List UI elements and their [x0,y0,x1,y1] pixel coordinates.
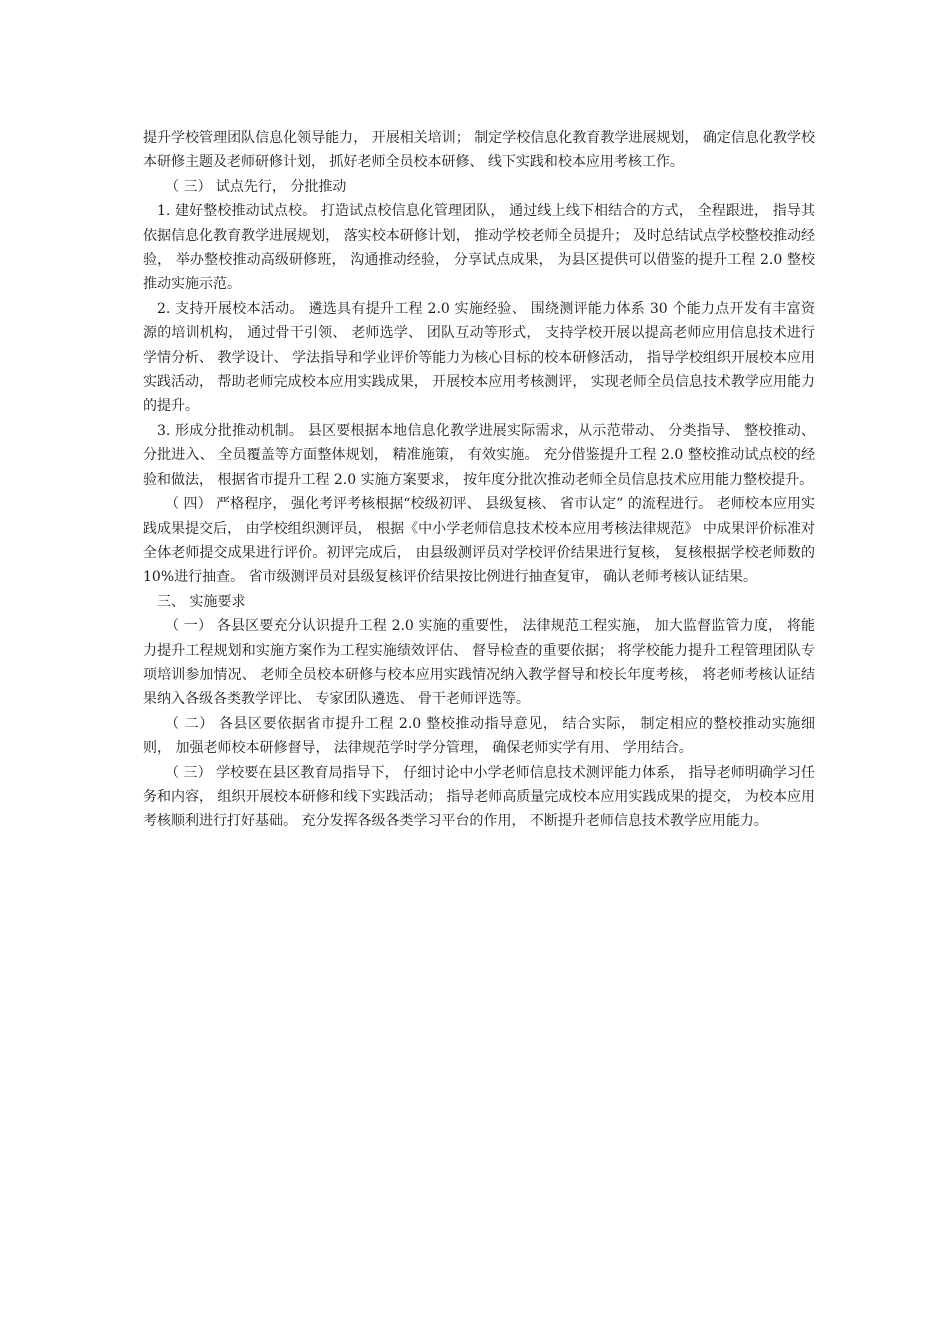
paragraph-strict-procedure: （ 四） 严格程序， 强化考评考核根据“校级初评、 县级复核、 省市认定” 的流程进行。 老师校本应用实践成果提交后， 由学校组织测评员， 根据《中小学老师信息技术校本应用考核法律规范》 中成果评价标准对全体老师提交成果进行评价。初评完成后， 由县级测评员对学校评价结果进行复核， 复核根据学校老师数的 10%进行抽查。 省市级测评员对县级复核评价结果按比例进行抽查复审， 确认老师考核认证结果。 [143,496,815,586]
paragraph-item-3: 3. 形成分批推动机制。 县区要根据本地信息化教学进展实际需求，从示范带动、 分类指导、 整校推动、 分批进入、 全员覆盖等方面整体规划， 精准施策， 有效实施。 充分借鉴提升工程 2.0 整校推动试点校的经验和做法， 根据省市提升工程 2.0 实施方案要求， 按年度分批次推动老师全员信息技术应用能力整校提升。 [143,422,815,488]
paragraph-continuation: 提升学校管理团队信息化领导能力， 开展相关培训； 制定学校信息化教育教学进展规划， 确定信息化教学校本研修主题及老师研修计划， 抓好老师全员校本研修、 线下实践和校本应用考核工作。 [143,130,815,171]
paragraph-item-2: 2. 支持开展校本活动。 遴选具有提升工程 2.0 实施经验、 围绕测评能力体系 30 个能力点开发有丰富资源的培训机构， 通过骨干引领、 老师选学、 团队互动等形式， 支持学校开展以提高老师应用信息技术进行学情分析、 教学设计、 学法指导和学业评价等能力为核心目标的校本研修活动， 指导学校组织开展校本应用实践活动， 帮助老师完成校本应用实践成果， 开展校本应用考核测评， 实现老师全员信息技术教学应用能力的提升。 [143,300,815,415]
paragraph-requirement-2: （ 二） 各县区要依据省市提升工程 2.0 整校推动指导意见， 结合实际， 制定相应的整校推动实施细则， 加强老师校本研修督导， 法律规范学时学分管理， 确保老师实学有用、 学用结合。 [143,715,815,757]
paragraph-requirement-1: （ 一） 各县区要充分认识提升工程 2.0 实施的重要性， 法律规范工程实施， 加大监督监管力度， 将能力提升工程规划和实施方案作为工程实施绩效评估、 督导检查的重要依据； 将学校能力提升工程管理团队专项培训参加情况、 老师全员校本研修与校本应用实践情况纳入教学督导和校长年度考核， 将老师考核认证结果纳入各级各类教学评比、 专家团队遴选、 骨干老师评选等。 [143,618,815,708]
heading-pilot-first: （ 三） 试点先行， 分批推动 [165,178,347,195]
paragraph-requirement-3: （ 三） 学校要在县区教育局指导下， 仔细讨论中小学老师信息技术测评能力体系， 指导老师明确学习任务和内容， 组织开展校本研修和线下实践活动； 指导老师高质量完成校本应用实践成果的提交， 为校本应用考核顺利进行打好基础。 充分发挥各级各类学习平台的作用， 不断提升老师信息技术教学应用能力。 [143,764,815,830]
heading-implementation-requirements: 三、 实施要求 [157,593,246,610]
paragraph-item-1: 1. 建好整校推动试点校。 打造试点校信息化管理团队， 通过线上线下相结合的方式， 全程跟进， 指导其依据信息化教育教学进展规划， 落实校本研修计划， 推动学校老师全员提升； 及时总结试点学校整校推动经验， 举办整校推动高级研修班， 沟通推动经验， 分享试点成果， 为县区提供可以借鉴的提升工程 2.0 整校推动实施示范。 [143,203,815,293]
document-page [143,126,815,834]
